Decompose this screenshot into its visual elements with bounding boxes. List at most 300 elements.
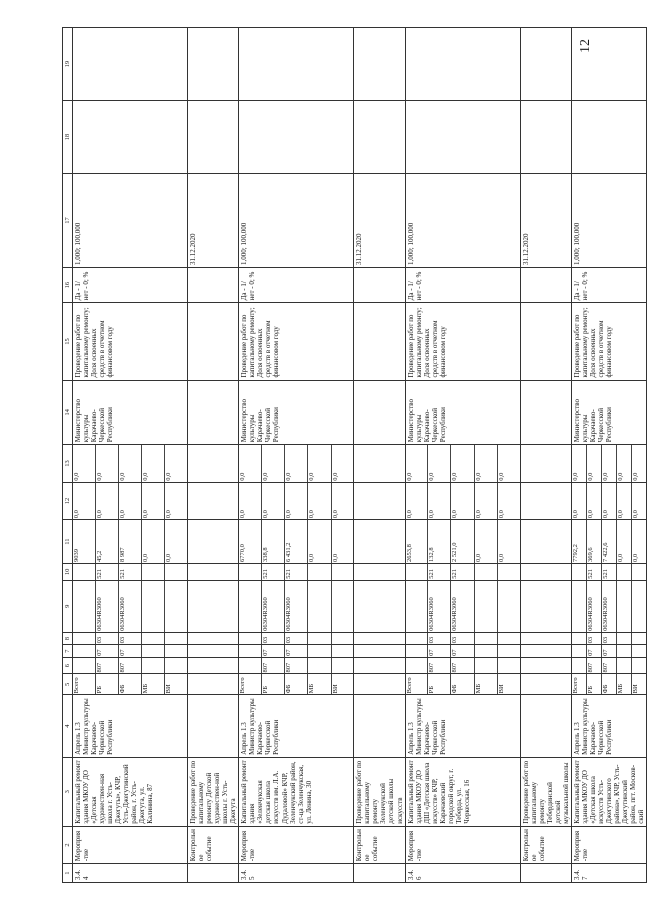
row-description: Проведение работ по капитальному ремонту Зеленчукской детской школы искусств bbox=[354, 757, 405, 826]
row-number bbox=[354, 864, 405, 883]
row-description: Проведение работ по капитальному ремонту Детской художествен-ной школы г. Усть-Джегута bbox=[188, 757, 239, 826]
column-number-9: 9 bbox=[63, 580, 73, 632]
code-vr-value bbox=[617, 564, 632, 580]
indicator-name: Проведение работ по капитальному ремонту; Доля освоенных средств в отчетном финансовом году bbox=[405, 303, 520, 380]
measure-row bbox=[73, 28, 188, 883]
amount-year2-value: 0,0 bbox=[586, 483, 601, 520]
column-number-3: 3 bbox=[63, 757, 73, 826]
row-type: Контрольное событие bbox=[520, 826, 571, 864]
funding-source-value: Всего bbox=[572, 675, 587, 695]
empty-cell bbox=[188, 482, 239, 520]
amount-year1-value: 0,0 bbox=[142, 520, 165, 563]
funding-source-value: Всего bbox=[73, 675, 95, 695]
amount-year1-value: 7 422,6 bbox=[601, 520, 616, 563]
row-number: 3.4.6 bbox=[405, 864, 520, 883]
funding-source-value: ВИ bbox=[165, 675, 187, 695]
code-vr-value bbox=[239, 564, 261, 580]
empty-cell bbox=[188, 520, 239, 564]
empty-cell bbox=[354, 267, 405, 302]
funding-source-value: РБ bbox=[428, 675, 451, 695]
code-vr bbox=[239, 564, 354, 581]
code-grbs-value: 807 bbox=[451, 658, 474, 674]
column-numbers-row bbox=[63, 28, 73, 883]
column-19 bbox=[239, 28, 354, 101]
code-vr-value bbox=[406, 564, 428, 580]
amount-year3-value: 0,0 bbox=[474, 445, 497, 482]
funding-source-value: ВИ bbox=[497, 675, 519, 695]
measure-row bbox=[405, 28, 520, 883]
row-number: 3.4.4 bbox=[73, 864, 188, 883]
empty-cell bbox=[354, 564, 405, 581]
amount-year3-value: 0,0 bbox=[451, 445, 474, 482]
amount-year3-value: 0,0 bbox=[73, 445, 95, 482]
empty-cell bbox=[188, 695, 239, 758]
code-csr bbox=[405, 580, 520, 632]
code-grbs bbox=[239, 657, 354, 674]
column-18 bbox=[354, 101, 405, 174]
control-date: 31.12.2020 bbox=[520, 174, 571, 268]
code-pr-value: 03 bbox=[95, 633, 118, 645]
indicator-unit: Да - 1/ нет - 0; % bbox=[405, 267, 520, 302]
empty-cell bbox=[188, 580, 239, 632]
amount-year1-value: 0,0 bbox=[331, 520, 353, 563]
code-grbs bbox=[73, 657, 188, 674]
empty-cell bbox=[520, 520, 571, 564]
code-csr-value bbox=[572, 581, 587, 632]
amount-year2-value: 0,0 bbox=[118, 483, 141, 520]
amount-year3-value: 0,0 bbox=[586, 445, 601, 482]
amount-year1-value: 338,8 bbox=[262, 520, 285, 563]
code-rz-value bbox=[239, 645, 261, 657]
amount-year2-value: 0,0 bbox=[165, 483, 187, 520]
empty-cell bbox=[354, 645, 405, 658]
amount-year2-value: 0,0 bbox=[497, 483, 519, 520]
code-grbs bbox=[571, 657, 646, 674]
amount-year1 bbox=[239, 520, 354, 564]
amount-year3-value: 0,0 bbox=[601, 445, 616, 482]
column-number-8: 8 bbox=[63, 632, 73, 645]
amount-year1-value: 0,0 bbox=[632, 520, 647, 563]
code-grbs-value: 807 bbox=[428, 658, 451, 674]
empty-cell bbox=[188, 267, 239, 302]
code-rz-value bbox=[617, 645, 632, 657]
row-number bbox=[188, 864, 239, 883]
code-csr bbox=[571, 580, 646, 632]
code-vr-value: 521 bbox=[95, 564, 118, 580]
column-number-6: 6 bbox=[63, 657, 73, 674]
code-vr bbox=[405, 564, 520, 581]
amount-year2-value: 0,0 bbox=[617, 483, 632, 520]
funding-source-value: РБ bbox=[586, 675, 601, 695]
empty-cell bbox=[188, 645, 239, 658]
empty-cell bbox=[354, 380, 405, 445]
responsible-body: Министерство культуры Карачаево-Черкесской Республики bbox=[73, 380, 188, 445]
control-date: 31.12.2020 bbox=[354, 174, 405, 268]
column-number-12: 12 bbox=[63, 482, 73, 520]
indicator-value: 1,000; 100,000 bbox=[73, 174, 188, 268]
code-vr-value bbox=[73, 564, 95, 580]
code-csr-value bbox=[239, 581, 261, 632]
amount-year2-value: 0,0 bbox=[428, 483, 451, 520]
code-vr-value: 521 bbox=[285, 564, 308, 580]
amount-year3-value: 0,0 bbox=[331, 445, 353, 482]
empty-cell bbox=[354, 482, 405, 520]
amount-year2 bbox=[239, 482, 354, 520]
amount-year2-value: 0,0 bbox=[95, 483, 118, 520]
amount-year3 bbox=[73, 445, 188, 483]
empty-cell bbox=[188, 632, 239, 645]
column-number-18: 18 bbox=[63, 101, 73, 174]
amount-year3-value: 0,0 bbox=[118, 445, 141, 482]
code-grbs-value bbox=[406, 658, 428, 674]
indicator-name: Проведение работ по капитальному ремонту; Доля освоенных средств в отчетном финансовом году bbox=[73, 303, 188, 380]
column-number-11: 11 bbox=[63, 520, 73, 564]
empty-cell bbox=[354, 657, 405, 674]
code-rz-value: 07 bbox=[428, 645, 451, 657]
amount-year2-value: 0,0 bbox=[262, 483, 285, 520]
amount-year3-value: 0,0 bbox=[406, 445, 428, 482]
row-executor: Апрель 1.3 Министр культуры Карачаево-Черкесской Республики bbox=[239, 695, 354, 758]
code-pr-value bbox=[572, 633, 587, 645]
code-vr-value: 521 bbox=[586, 564, 601, 580]
amount-year2-value: 0,0 bbox=[451, 483, 474, 520]
row-type: Контрольное событие bbox=[188, 826, 239, 864]
amount-year3-value: 0,0 bbox=[497, 445, 519, 482]
amount-year1-value: 45,2 bbox=[95, 520, 118, 563]
amount-year3-value: 0,0 bbox=[142, 445, 165, 482]
empty-cell bbox=[354, 303, 405, 380]
empty-cell bbox=[188, 674, 239, 695]
indicator-unit: Да - 1/ нет - 0; % bbox=[73, 267, 188, 302]
amount-year2-value: 0,0 bbox=[142, 483, 165, 520]
code-grbs-value bbox=[142, 658, 165, 674]
code-csr-value bbox=[474, 581, 497, 632]
code-csr-value bbox=[497, 581, 519, 632]
responsible-body: Министерство культуры Карачаево-Черкесской Республики bbox=[239, 380, 354, 445]
amount-year3-value: 0,0 bbox=[165, 445, 187, 482]
funding-source-value: ФБ bbox=[451, 675, 474, 695]
code-grbs-value bbox=[632, 658, 647, 674]
measure-row bbox=[571, 28, 646, 883]
amount-year1-value: 0,0 bbox=[165, 520, 187, 563]
empty-cell bbox=[188, 445, 239, 483]
empty-cell bbox=[520, 632, 571, 645]
code-csr-value bbox=[331, 581, 353, 632]
code-vr bbox=[571, 564, 646, 581]
empty-cell bbox=[520, 695, 571, 758]
amount-year2-value: 0,0 bbox=[474, 483, 497, 520]
code-csr-value bbox=[142, 581, 165, 632]
code-pr-value bbox=[632, 633, 647, 645]
amount-year1-value: 7792,2 bbox=[572, 520, 587, 563]
code-pr-value: 03 bbox=[451, 633, 474, 645]
code-rz bbox=[73, 645, 188, 658]
amount-year1 bbox=[405, 520, 520, 564]
amount-year2-value: 0,0 bbox=[239, 483, 261, 520]
code-vr-value bbox=[632, 564, 647, 580]
amount-year1-value: 8 987 bbox=[118, 520, 141, 563]
code-vr bbox=[73, 564, 188, 581]
code-rz-value: 07 bbox=[95, 645, 118, 657]
code-rz-value bbox=[497, 645, 519, 657]
amount-year1-value: 9039 bbox=[73, 520, 95, 563]
code-csr-value: 06304R3060 bbox=[601, 581, 616, 632]
code-pr-value: 03 bbox=[586, 633, 601, 645]
row-type: Мероприя-тие bbox=[239, 826, 354, 864]
amount-year1-value: 2653,8 bbox=[406, 520, 428, 563]
amount-year3 bbox=[239, 445, 354, 483]
amount-year2-value: 0,0 bbox=[285, 483, 308, 520]
code-grbs-value: 807 bbox=[285, 658, 308, 674]
amount-year2 bbox=[405, 482, 520, 520]
row-type: Мероприя-тие bbox=[73, 826, 188, 864]
empty-cell bbox=[520, 482, 571, 520]
indicator-name: Проведение работ по капитальному ремонту; Доля освоенных средств в отчетном финансовом году bbox=[239, 303, 354, 380]
code-csr-value bbox=[632, 581, 647, 632]
code-csr-value: 06304R3060 bbox=[586, 581, 601, 632]
code-vr-value: 521 bbox=[262, 564, 285, 580]
empty-cell bbox=[188, 380, 239, 445]
indicator-name: Проведение работ по капитальному ремонту; Доля освоенных средств в отчетном финансовом году bbox=[571, 303, 646, 380]
empty-cell bbox=[354, 674, 405, 695]
measure-row bbox=[239, 28, 354, 883]
code-grbs-value bbox=[617, 658, 632, 674]
empty-cell bbox=[520, 674, 571, 695]
column-number-5: 5 bbox=[63, 674, 73, 695]
responsible-body: Министерство культуры Карачаево-Черкесской Республики bbox=[405, 380, 520, 445]
column-19 bbox=[354, 28, 405, 101]
code-rz-value bbox=[632, 645, 647, 657]
row-number: 3.4.5 bbox=[239, 864, 354, 883]
empty-cell bbox=[520, 564, 571, 581]
code-csr-value: 06304R3060 bbox=[95, 581, 118, 632]
code-pr-value bbox=[165, 633, 187, 645]
code-csr-value: 06304R3060 bbox=[428, 581, 451, 632]
code-rz-value bbox=[73, 645, 95, 657]
code-pr bbox=[239, 632, 354, 645]
amount-year3-value: 0,0 bbox=[308, 445, 331, 482]
code-pr bbox=[73, 632, 188, 645]
code-rz-value bbox=[406, 645, 428, 657]
code-pr bbox=[571, 632, 646, 645]
amount-year2-value: 0,0 bbox=[406, 483, 428, 520]
column-number-2: 2 bbox=[63, 826, 73, 864]
code-pr-value bbox=[142, 633, 165, 645]
amount-year2-value: 0,0 bbox=[572, 483, 587, 520]
code-rz-value bbox=[308, 645, 331, 657]
amount-year3-value: 0,0 bbox=[632, 445, 647, 482]
indicator-value: 1,000; 100,000 bbox=[571, 174, 646, 268]
funding-source bbox=[239, 674, 354, 695]
code-csr-value bbox=[165, 581, 187, 632]
code-vr-value bbox=[308, 564, 331, 580]
amount-year1-value: 0,0 bbox=[497, 520, 519, 563]
column-18 bbox=[571, 101, 646, 174]
code-csr bbox=[73, 580, 188, 632]
code-pr-value: 03 bbox=[285, 633, 308, 645]
amount-year3-value: 0,0 bbox=[95, 445, 118, 482]
amount-year3-value: 0,0 bbox=[239, 445, 261, 482]
code-pr bbox=[405, 632, 520, 645]
code-csr-value: 06304R3060 bbox=[262, 581, 285, 632]
amount-year1-value: 132,8 bbox=[428, 520, 451, 563]
amount-year2 bbox=[571, 482, 646, 520]
code-grbs-value bbox=[239, 658, 261, 674]
code-rz-value bbox=[331, 645, 353, 657]
amount-year1-value: 6 431,2 bbox=[285, 520, 308, 563]
code-pr-value: 03 bbox=[118, 633, 141, 645]
funding-source-value: ВИ bbox=[632, 675, 647, 695]
code-grbs-value: 807 bbox=[118, 658, 141, 674]
funding-source-value: Всего bbox=[239, 675, 261, 695]
funding-source-value: РБ bbox=[262, 675, 285, 695]
column-number-1: 1 bbox=[63, 864, 73, 883]
code-grbs-value: 807 bbox=[262, 658, 285, 674]
document-table-rotated bbox=[62, 27, 646, 883]
empty-cell bbox=[520, 657, 571, 674]
amount-year3 bbox=[405, 445, 520, 483]
code-csr-value bbox=[406, 581, 428, 632]
code-rz-value: 07 bbox=[118, 645, 141, 657]
funding-source-value: МБ bbox=[474, 675, 497, 695]
code-pr-value bbox=[617, 633, 632, 645]
column-18 bbox=[239, 101, 354, 174]
column-number-14: 14 bbox=[63, 380, 73, 445]
amount-year3-value: 0,0 bbox=[285, 445, 308, 482]
amount-year2-value: 0,0 bbox=[308, 483, 331, 520]
code-vr-value bbox=[142, 564, 165, 580]
empty-cell bbox=[520, 267, 571, 302]
control-event-row bbox=[520, 28, 571, 883]
empty-cell bbox=[354, 445, 405, 483]
control-event-row bbox=[188, 28, 239, 883]
amount-year1 bbox=[73, 520, 188, 564]
column-number-13: 13 bbox=[63, 445, 73, 483]
code-csr bbox=[239, 580, 354, 632]
column-number-16: 16 bbox=[63, 267, 73, 302]
code-vr-value: 521 bbox=[428, 564, 451, 580]
amount-year1-value: 0,0 bbox=[617, 520, 632, 563]
column-18 bbox=[405, 101, 520, 174]
column-19 bbox=[405, 28, 520, 101]
empty-cell bbox=[188, 303, 239, 380]
code-grbs-value bbox=[308, 658, 331, 674]
amount-year3 bbox=[571, 445, 646, 483]
row-number: 3.4.7 bbox=[571, 864, 646, 883]
amount-year2-value: 0,0 bbox=[632, 483, 647, 520]
code-grbs bbox=[405, 657, 520, 674]
amount-year1-value: 2 521,0 bbox=[451, 520, 474, 563]
funding-source bbox=[571, 674, 646, 695]
code-vr-value bbox=[165, 564, 187, 580]
row-executor: Апрель 1.3 Министр культуры Карачаево-Черкесской Республики bbox=[73, 695, 188, 758]
control-date: 31.12.2020 bbox=[188, 174, 239, 268]
code-rz bbox=[571, 645, 646, 658]
empty-cell bbox=[354, 695, 405, 758]
empty-cell bbox=[520, 380, 571, 445]
row-description: Капитальный ремонт здания МКОУ ДО «Детская школа искусств Усть-Джегутинского района», КЧР, Усть-Джегутинский район, пгт. Москов-ский bbox=[571, 757, 646, 826]
code-grbs-value bbox=[331, 658, 353, 674]
code-vr-value bbox=[572, 564, 587, 580]
funding-source-value: МБ bbox=[308, 675, 331, 695]
amount-year1-value: 369,6 bbox=[586, 520, 601, 563]
responsible-body: Министерство культуры Карачаево-Черкесской Республики bbox=[571, 380, 646, 445]
amount-year2-value: 0,0 bbox=[73, 483, 95, 520]
code-vr-value: 521 bbox=[118, 564, 141, 580]
code-csr-value: 06304R3060 bbox=[451, 581, 474, 632]
funding-source-value: МБ bbox=[142, 675, 165, 695]
amount-year2 bbox=[73, 482, 188, 520]
funding-source-value: ВИ bbox=[331, 675, 353, 695]
row-executor: Апрель 1.3 Министр культуры Карачаево-Черкесской Республики bbox=[405, 695, 520, 758]
row-type: Мероприя-тие bbox=[571, 826, 646, 864]
code-vr-value bbox=[474, 564, 497, 580]
column-number-10: 10 bbox=[63, 564, 73, 581]
code-grbs-value bbox=[73, 658, 95, 674]
column-number-4: 4 bbox=[63, 695, 73, 758]
code-csr-value: 06304R3060 bbox=[118, 581, 141, 632]
empty-cell bbox=[520, 580, 571, 632]
row-number bbox=[520, 864, 571, 883]
indicator-unit: Да - 1/ нет - 0; % bbox=[571, 267, 646, 302]
program-table bbox=[62, 27, 647, 883]
amount-year1 bbox=[571, 520, 646, 564]
funding-source-value: ФБ bbox=[118, 675, 141, 695]
column-19 bbox=[73, 28, 188, 101]
code-rz-value: 07 bbox=[262, 645, 285, 657]
code-rz-value bbox=[474, 645, 497, 657]
column-19 bbox=[571, 28, 646, 101]
row-executor: Апрель 1.3 Министр культуры Карачаево-Черкесской Республики bbox=[571, 695, 646, 758]
column-number-17: 17 bbox=[63, 174, 73, 268]
funding-source-value: РБ bbox=[95, 675, 118, 695]
funding-source-value: ФБ bbox=[601, 675, 616, 695]
indicator-unit: Да - 1/ нет - 0; % bbox=[239, 267, 354, 302]
empty-cell bbox=[520, 645, 571, 658]
column-number-7: 7 bbox=[63, 645, 73, 658]
column-number-19: 19 bbox=[63, 28, 73, 101]
row-description: Капитальный ремонт здания «Зеленчукская детская школа искусств им. Л.А. Дудаловой» КЧР, Зеленчукский район, ст-ца Зеленчукская, ул. Ленина, 30 bbox=[239, 757, 354, 826]
empty-cell bbox=[354, 520, 405, 564]
code-pr-value bbox=[497, 633, 519, 645]
code-rz-value bbox=[142, 645, 165, 657]
code-pr-value bbox=[308, 633, 331, 645]
code-rz-value: 07 bbox=[586, 645, 601, 657]
code-rz-value: 07 bbox=[601, 645, 616, 657]
page-number: 12 bbox=[578, 39, 593, 53]
code-pr-value bbox=[406, 633, 428, 645]
code-rz-value bbox=[572, 645, 587, 657]
code-csr-value bbox=[73, 581, 95, 632]
code-vr-value: 521 bbox=[601, 564, 616, 580]
funding-source bbox=[73, 674, 188, 695]
code-grbs-value: 807 bbox=[95, 658, 118, 674]
indicator-value: 1,000; 100,000 bbox=[239, 174, 354, 268]
column-18 bbox=[73, 101, 188, 174]
code-csr-value bbox=[308, 581, 331, 632]
empty-cell bbox=[520, 303, 571, 380]
amount-year3-value: 0,0 bbox=[428, 445, 451, 482]
row-description: Капитальный ремонт здания МКОУ ДО ДШ «Детская школа искусств» КЧР, Карачаевский городской округ, г. Теберда, ул. Черкесская, 16 bbox=[405, 757, 520, 826]
code-csr-value: 06304R3060 bbox=[285, 581, 308, 632]
code-grbs-value bbox=[474, 658, 497, 674]
empty-cell bbox=[188, 657, 239, 674]
code-csr-value bbox=[617, 581, 632, 632]
column-number-15: 15 bbox=[63, 303, 73, 380]
column-19 bbox=[188, 28, 239, 101]
code-rz-value: 07 bbox=[285, 645, 308, 657]
empty-cell bbox=[354, 632, 405, 645]
